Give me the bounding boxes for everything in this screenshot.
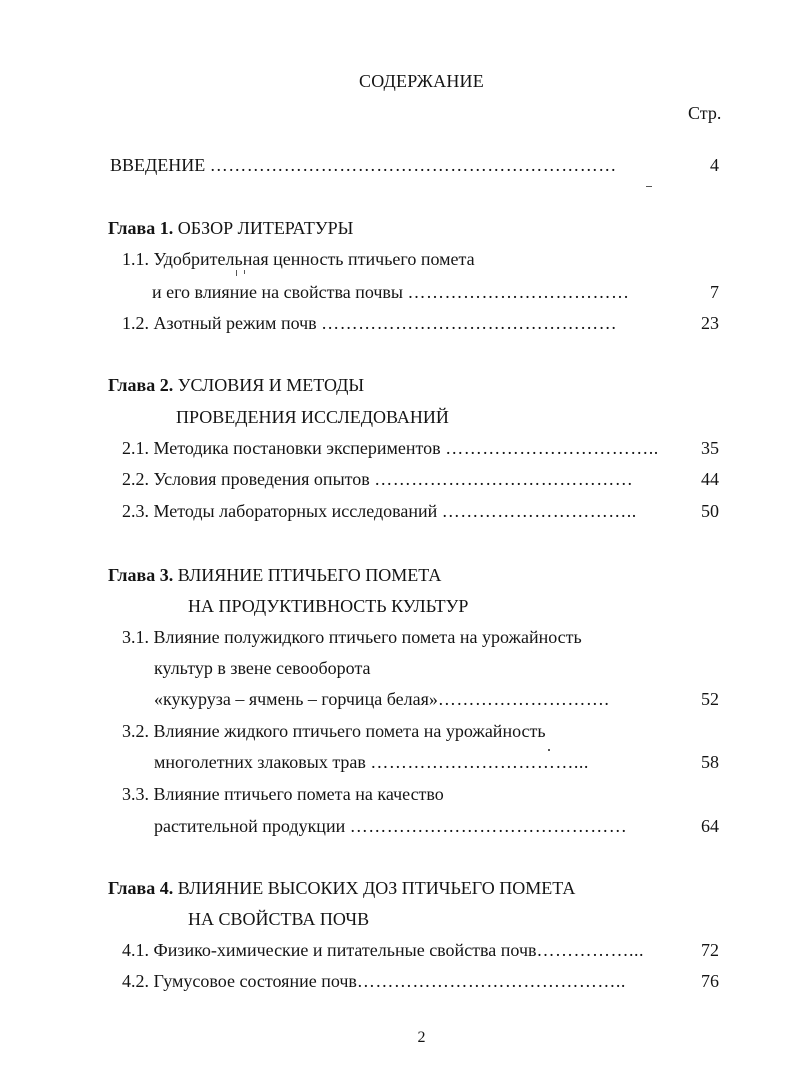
toc-entry-line: культур в звене севооборота <box>154 658 371 678</box>
toc-entry-2-2 <box>122 470 633 488</box>
toc-entry-1-1 <box>152 283 630 301</box>
chapter-4-heading <box>108 879 575 897</box>
toc-entry-3-1 <box>154 690 609 708</box>
toc-entry-line: 3.3. Влияние птичьего помета на качество <box>122 784 444 804</box>
leader-dots: ……………………………… <box>407 282 630 302</box>
entry-text: 2.3. Методы лабораторных исследований <box>122 501 438 521</box>
entry-page-number: 52 <box>701 689 719 709</box>
chapter-label: Глава 4. <box>108 878 174 898</box>
chapter-1-heading <box>108 219 353 237</box>
toc-entry-2-1 <box>122 439 659 457</box>
entry-page-number: 64 <box>701 816 719 836</box>
chapter-title: ВЛИЯНИЕ ВЫСОКИХ ДОЗ ПТИЧЬЕГО ПОМЕТА <box>177 878 576 898</box>
leader-dots: ………………………….. <box>441 501 637 521</box>
toc-entry-1-2 <box>122 314 617 332</box>
entry-text: многолетних злаковых трав <box>154 752 366 772</box>
entry-page-number: 7 <box>710 282 719 302</box>
toc-entry-line: 3.2. Влияние жидкого птичьего помета на урожайность <box>122 721 546 741</box>
leader-dots: ……………………………………… <box>349 816 628 836</box>
toc-entry-2-3 <box>122 502 637 520</box>
leader-dots: ……………... <box>536 940 645 960</box>
page-column-label: Стр. <box>688 103 722 123</box>
chapter-label: Глава 2. <box>108 375 174 395</box>
chapter-2-heading <box>108 376 364 394</box>
entry-text: растительной продукции <box>154 816 346 836</box>
entry-page-number: 44 <box>701 469 719 489</box>
leader-dots: ………………………. <box>437 689 610 709</box>
entry-text: 2.1. Методика постановки экспериментов <box>122 438 441 458</box>
entry-text: и его влияние на свойства почвы <box>152 282 404 302</box>
scan-speck <box>236 270 237 276</box>
entry-page-number: 72 <box>701 940 719 960</box>
toc-entry-3-2 <box>154 753 589 771</box>
entry-page-number: 76 <box>701 971 719 991</box>
entry-page-number: 4 <box>710 155 719 175</box>
leader-dots: ………………………………………………………… <box>209 155 617 175</box>
scan-speck <box>548 749 550 751</box>
chapter-label: Глава 1. <box>108 218 174 238</box>
leader-dots: ……………………………... <box>370 752 589 772</box>
toc-entry-line: 3.1. Влияние полужидкого птичьего помета на урожайность <box>122 627 582 647</box>
chapter-label: Глава 3. <box>108 565 174 585</box>
toc-entry-3-3 <box>154 817 627 835</box>
chapter-3-heading <box>108 566 441 584</box>
chapter-title: ОБЗОР ЛИТЕРАТУРЫ <box>177 218 354 238</box>
leader-dots: …………………………….. <box>445 438 659 458</box>
page-title: СОДЕРЖАНИЕ <box>359 71 484 91</box>
toc-entry-line: 1.1. Удобрительная ценность птичьего помета <box>122 249 475 269</box>
chapter-title-continued: НА ПРОДУКТИВНОСТЬ КУЛЬТУР <box>188 596 469 616</box>
chapter-title-continued: ПРОВЕДЕНИЯ ИССЛЕДОВАНИЙ <box>176 407 449 427</box>
entry-page-number: 23 <box>701 313 719 333</box>
page-number: 2 <box>417 1029 426 1046</box>
entry-page-number: 58 <box>701 752 719 772</box>
scan-speck <box>244 270 245 274</box>
entry-text: «кукуруза – ячмень – горчица белая» <box>154 689 438 709</box>
entry-page-number: 35 <box>701 438 719 458</box>
chapter-title: УСЛОВИЯ И МЕТОДЫ <box>177 375 365 395</box>
entry-text: 4.2. Гумусовое состояние почв <box>122 971 357 991</box>
toc-entry-intro <box>110 156 617 174</box>
leader-dots: ………………………………………… <box>321 313 618 333</box>
entry-page-number: 50 <box>701 501 719 521</box>
entry-text: 2.2. Условия проведения опытов <box>122 469 370 489</box>
entry-text: 1.2. Азотный режим почв <box>122 313 317 333</box>
toc-entry-4-2 <box>122 972 626 990</box>
entry-text: 4.1. Физико-химические и питательные свойства почв <box>122 940 537 960</box>
scan-speck <box>646 186 652 187</box>
chapter-title: ВЛИЯНИЕ ПТИЧЬЕГО ПОМЕТА <box>177 565 442 585</box>
toc-entry-4-1 <box>122 941 644 959</box>
entry-label: ВВЕДЕНИЕ <box>110 155 206 175</box>
leader-dots: …………………………………….. <box>356 971 626 991</box>
chapter-title-continued: НА СВОЙСТВА ПОЧВ <box>188 909 370 929</box>
leader-dots: …………………………………… <box>374 469 634 489</box>
